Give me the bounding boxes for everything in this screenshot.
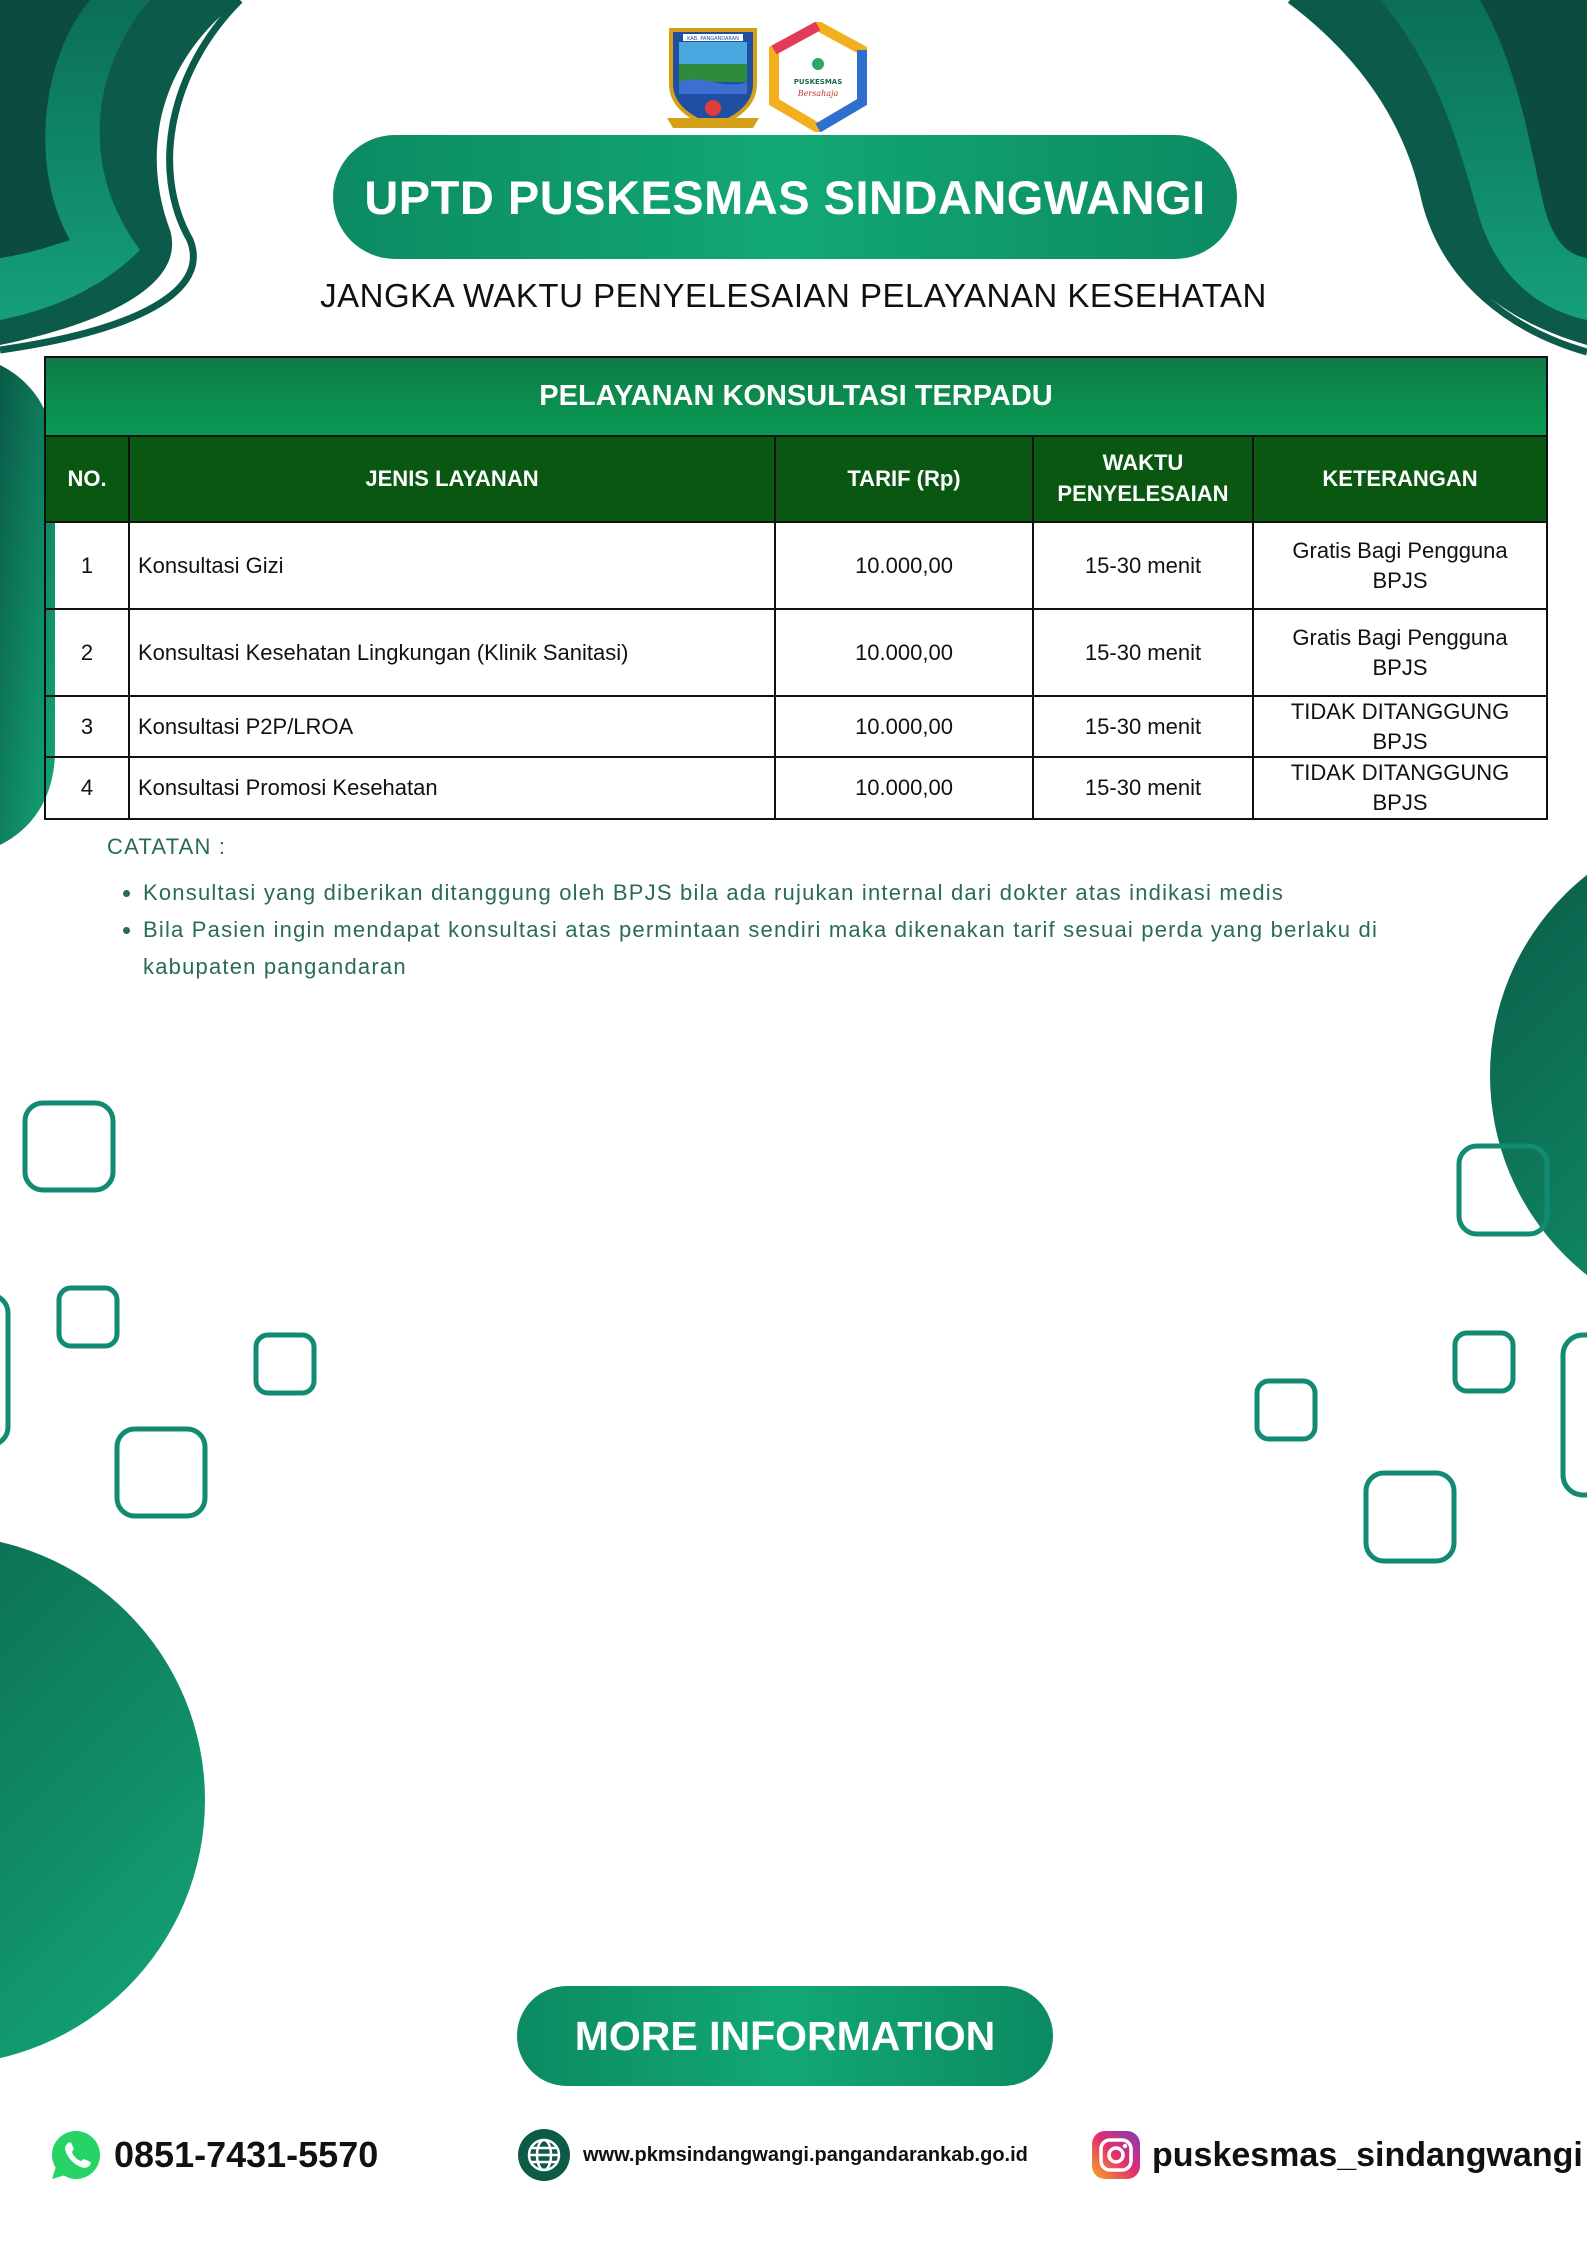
instagram-icon xyxy=(1090,2129,1142,2181)
table-section-title: PELAYANAN KONSULTASI TERPADU xyxy=(45,357,1547,436)
table-row xyxy=(45,696,1547,757)
note-item: • Bila Pasien ingin mendapat konsultasi atas permintaan sendiri maka dikenakan tarif sesuai perda yang berlaku di kabupaten pangandaran xyxy=(143,911,1463,985)
cell-tariff: 10.000,00 xyxy=(775,696,1033,757)
more-information-button[interactable]: MORE INFORMATION xyxy=(517,1986,1053,2086)
cell-no: 2 xyxy=(45,609,129,696)
cell-note: Gratis Bagi Pengguna BPJS xyxy=(1253,609,1547,696)
regency-logo xyxy=(663,22,763,132)
column-header-service: JENIS LAYANAN xyxy=(129,436,775,522)
cell-duration: 15-30 menit xyxy=(1033,757,1253,818)
website-url: www.pkmsindangwangi.pangandarankab.go.id xyxy=(583,2143,1028,2166)
table-row xyxy=(45,522,1547,609)
cell-no: 3 xyxy=(45,696,129,757)
column-header-note: KETERANGAN xyxy=(1253,436,1547,522)
whatsapp-icon xyxy=(48,2127,104,2183)
cell-service: Konsultasi Promosi Kesehatan xyxy=(129,757,775,818)
notes-section xyxy=(107,834,1463,985)
cell-note: Gratis Bagi Pengguna BPJS xyxy=(1253,522,1547,609)
cell-duration: 15-30 menit xyxy=(1033,522,1253,609)
phone-contact[interactable] xyxy=(48,2125,378,2185)
cell-service: Konsultasi Kesehatan Lingkungan (Klinik Sanitasi) xyxy=(129,609,775,696)
cell-tariff: 10.000,00 xyxy=(775,609,1033,696)
instagram-contact[interactable] xyxy=(1090,2125,1583,2185)
column-header-duration: WAKTU PENYELESAIAN xyxy=(1033,436,1253,522)
column-header-tariff: TARIF (Rp) xyxy=(775,436,1033,522)
note-item: • Konsultasi yang diberikan ditanggung oleh BPJS bila ada rujukan internal dari dokter atas indikasi medis xyxy=(143,874,1463,911)
cell-note: TIDAK DITANGGUNG BPJS xyxy=(1253,696,1547,757)
cell-duration: 15-30 menit xyxy=(1033,609,1253,696)
cell-tariff: 10.000,00 xyxy=(775,522,1033,609)
cell-note: TIDAK DITANGGUNG BPJS xyxy=(1253,757,1547,818)
globe-icon xyxy=(517,2128,571,2182)
notes-heading: CATATAN : xyxy=(107,834,227,859)
puskesmas-logo xyxy=(766,22,871,132)
svg-text:PUSKESMAS: PUSKESMAS xyxy=(793,78,843,86)
table-row xyxy=(45,609,1547,696)
notes-list xyxy=(107,874,1463,985)
website-contact[interactable] xyxy=(517,2125,1028,2185)
cell-duration: 15-30 menit xyxy=(1033,696,1253,757)
cell-tariff: 10.000,00 xyxy=(775,757,1033,818)
phone-number: 0851-7431-5570 xyxy=(114,2134,379,2175)
svg-text:KAB. PANGANDARAN: KAB. PANGANDARAN xyxy=(687,36,739,42)
table-row xyxy=(45,757,1547,818)
cell-no: 1 xyxy=(45,522,129,609)
instagram-handle: puskesmas_sindangwangi xyxy=(1152,2135,1583,2174)
cell-no: 4 xyxy=(45,757,129,818)
page-subtitle: JANGKA WAKTU PENYELESAIAN PELAYANAN KESEHATAN xyxy=(320,277,1267,314)
column-header-no: NO. xyxy=(45,436,129,522)
service-table xyxy=(44,356,1548,820)
svg-text:Bersahaja: Bersahaja xyxy=(797,89,839,98)
page-title: UPTD PUSKESMAS SINDANGWANGI xyxy=(333,135,1237,259)
cell-service: Konsultasi Gizi xyxy=(129,522,775,609)
cell-service: Konsultasi P2P/LROA xyxy=(129,696,775,757)
